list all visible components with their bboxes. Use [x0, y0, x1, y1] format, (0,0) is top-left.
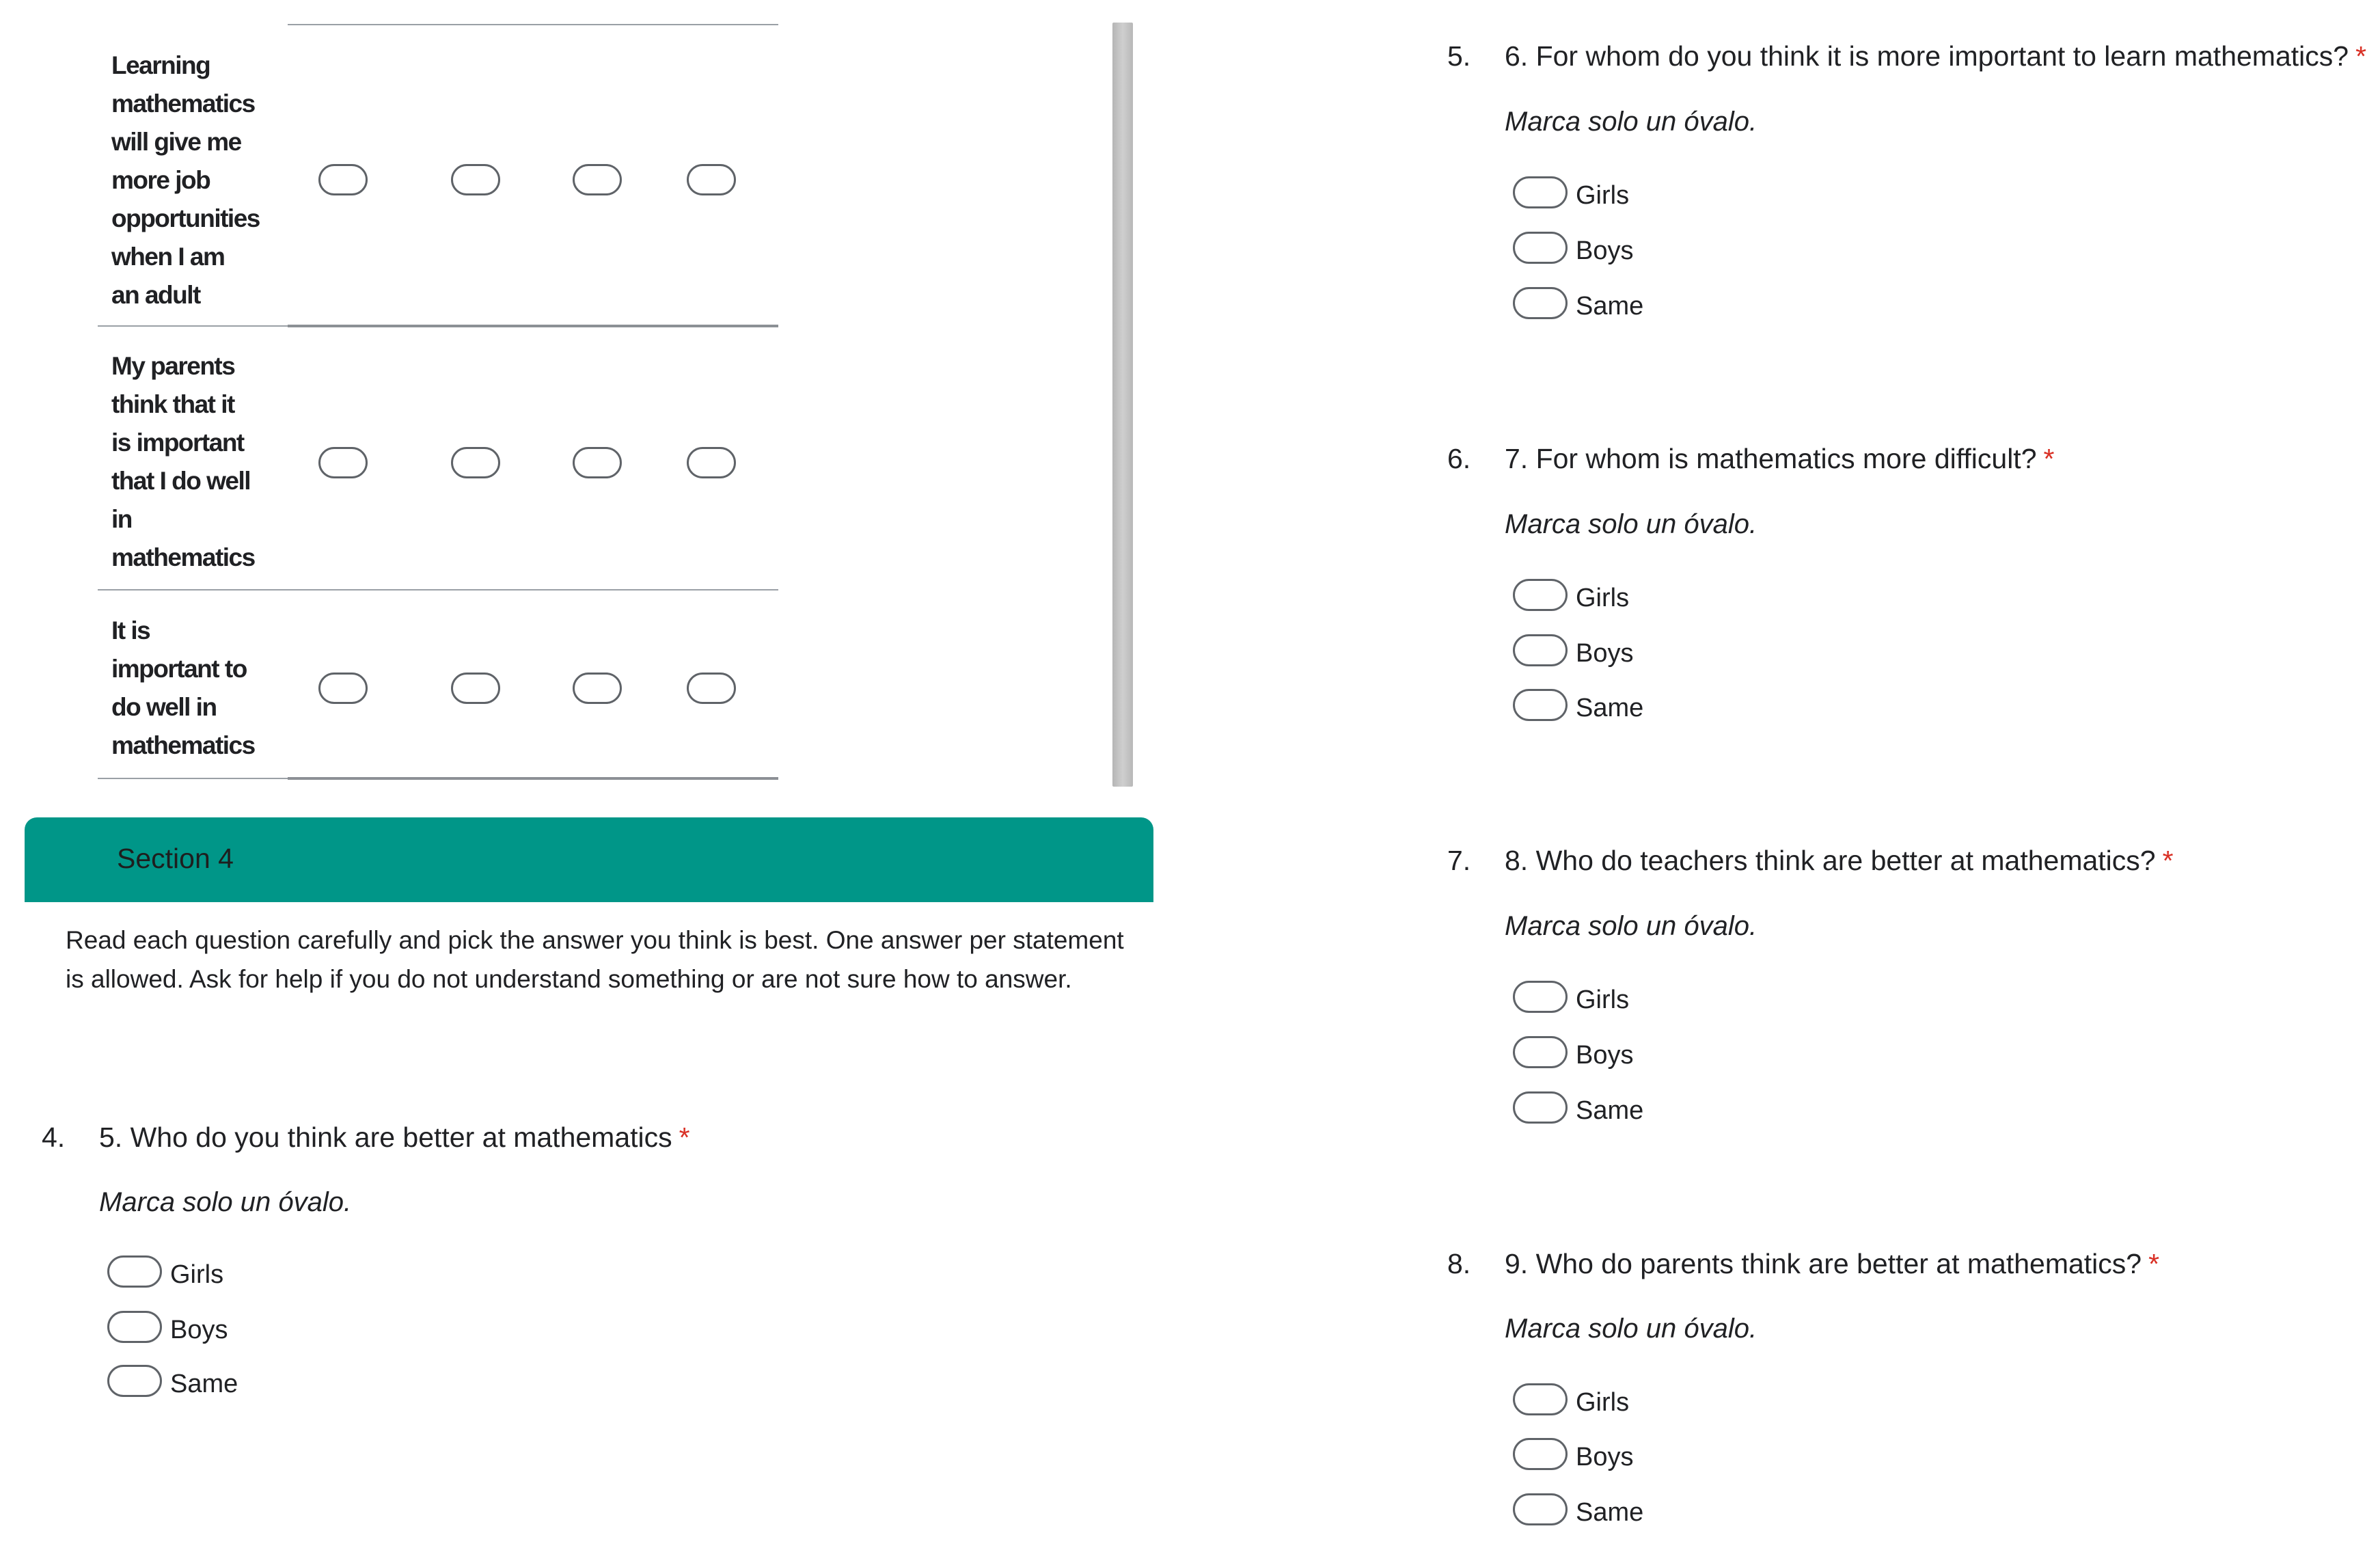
radio-option-girls[interactable]: [1513, 981, 1568, 1013]
radio-option-same[interactable]: [1513, 287, 1568, 319]
grid-radio-oval[interactable]: [451, 673, 500, 704]
question-hint: Marca solo un óvalo.: [1505, 509, 1757, 539]
grid-radio-oval[interactable]: [573, 447, 622, 478]
grid-row-label: [111, 347, 279, 577]
option-label[interactable]: Girls: [1576, 1388, 1630, 1417]
grid-divider: [98, 325, 289, 327]
grid-radio-oval[interactable]: [573, 673, 622, 704]
option-label[interactable]: Boys: [1576, 236, 1634, 265]
question-title-text: 8. Who do teachers think are better at mathematics?: [1505, 845, 2156, 876]
option-label[interactable]: Boys: [170, 1316, 228, 1344]
grid-row-label-line: think that it: [111, 390, 234, 418]
required-asterisk: *: [679, 1122, 690, 1153]
radio-option-boys[interactable]: [1513, 1438, 1568, 1470]
question-title-text: 6. For whom do you think it is more important to learn mathematics?: [1505, 40, 2349, 72]
question-title: [99, 1122, 690, 1154]
question-title: [1505, 1248, 2159, 1280]
grid-row-label-line: mathematics: [111, 543, 255, 571]
option-label[interactable]: Boys: [1576, 1443, 1634, 1471]
radio-option-boys[interactable]: [1513, 232, 1568, 264]
option-label[interactable]: Same: [1576, 1096, 1644, 1125]
grid-row-label-line: more job: [111, 166, 210, 194]
radio-option-boys[interactable]: [1513, 634, 1568, 666]
grid-row-label-line: will give me: [111, 128, 241, 156]
radio-option-same[interactable]: [107, 1365, 162, 1397]
radio-option-same[interactable]: [1513, 1091, 1568, 1124]
radio-option-boys[interactable]: [107, 1311, 162, 1343]
grid-radio-oval[interactable]: [318, 447, 368, 478]
grid-row-label-line: Learning: [111, 51, 210, 79]
question-title-text: 9. Who do parents think are better at mathematics?: [1505, 1248, 2142, 1279]
grid-radio-oval[interactable]: [573, 164, 622, 195]
required-asterisk: *: [2148, 1248, 2160, 1279]
grid-row-label-line: My parents: [111, 352, 235, 380]
radio-option-same[interactable]: [1513, 1493, 1568, 1525]
option-label[interactable]: Girls: [1576, 986, 1630, 1014]
question-title-text: 7. For whom is mathematics more difficult?: [1505, 443, 2037, 474]
grid-divider: [98, 589, 778, 590]
radio-option-girls[interactable]: [1513, 1383, 1568, 1415]
grid-radio-oval[interactable]: [687, 673, 736, 704]
radio-option-girls[interactable]: [107, 1255, 162, 1288]
grid-divider: [98, 778, 289, 779]
required-asterisk: *: [2355, 40, 2367, 72]
grid-row-label-line: is important: [111, 429, 244, 457]
vertical-scrollbar[interactable]: [1112, 23, 1133, 787]
option-label[interactable]: Same: [1576, 1498, 1644, 1527]
required-asterisk: *: [2043, 443, 2055, 474]
grid-row-label-line: in: [111, 505, 132, 533]
question-hint: Marca solo un óvalo.: [99, 1187, 352, 1217]
grid-row-label-line: It is: [111, 616, 150, 644]
option-label[interactable]: Girls: [1576, 181, 1630, 210]
question-number: 6.: [1447, 443, 1471, 474]
option-label[interactable]: Girls: [170, 1260, 224, 1289]
option-label[interactable]: Same: [1576, 694, 1644, 722]
grid-row-label-line: mathematics: [111, 731, 255, 759]
question-hint: Marca solo un óvalo.: [1505, 107, 1757, 137]
question-title: [1505, 443, 2054, 475]
required-asterisk: *: [2162, 845, 2174, 876]
grid-row-label-line: mathematics: [111, 90, 255, 118]
grid-radio-oval[interactable]: [451, 447, 500, 478]
grid-radio-oval[interactable]: [687, 164, 736, 195]
grid-radio-oval[interactable]: [318, 164, 368, 195]
grid-row-label-line: opportunities: [111, 204, 260, 232]
grid-row-label: [111, 612, 279, 765]
grid-radio-oval[interactable]: [687, 447, 736, 478]
radio-option-girls[interactable]: [1513, 579, 1568, 611]
option-label[interactable]: Girls: [1576, 584, 1630, 612]
question-number: 7.: [1447, 845, 1471, 876]
option-label[interactable]: Boys: [1576, 639, 1634, 668]
question-number: 8.: [1447, 1248, 1471, 1279]
grid-row-label-line: that I do well: [111, 467, 251, 495]
section-title: Section 4: [117, 843, 234, 874]
grid-divider: [288, 325, 778, 327]
question-hint: Marca solo un óvalo.: [1505, 1314, 1757, 1344]
question-title: [1505, 40, 2366, 72]
question-number: 5.: [1447, 40, 1471, 72]
option-label[interactable]: Same: [1576, 292, 1644, 321]
question-hint: Marca solo un óvalo.: [1505, 911, 1757, 941]
section-description: Read each question carefully and pick the answer you think is best. One answer per statement is allowed. Ask for help if you do not understand something or are not sure how to answer.: [66, 926, 1124, 993]
grid-row-label-line: when I am: [111, 243, 225, 271]
grid-radio-oval[interactable]: [318, 673, 368, 704]
question-number: 4.: [42, 1122, 66, 1153]
grid-radio-oval[interactable]: [451, 164, 500, 195]
option-label[interactable]: Same: [170, 1370, 238, 1398]
grid-row-label: [111, 46, 279, 314]
radio-option-boys[interactable]: [1513, 1036, 1568, 1068]
question-title: [1505, 845, 2174, 877]
grid-row-label-line: do well in: [111, 693, 217, 721]
grid-row-label-line: important to: [111, 655, 247, 683]
grid-divider: [288, 777, 778, 780]
option-label[interactable]: Boys: [1576, 1041, 1634, 1070]
radio-option-same[interactable]: [1513, 689, 1568, 721]
radio-option-girls[interactable]: [1513, 176, 1568, 208]
grid-row-label-line: an adult: [111, 281, 200, 309]
question-title-text: 5. Who do you think are better at mathematics: [99, 1122, 672, 1153]
grid-divider: [288, 24, 778, 25]
